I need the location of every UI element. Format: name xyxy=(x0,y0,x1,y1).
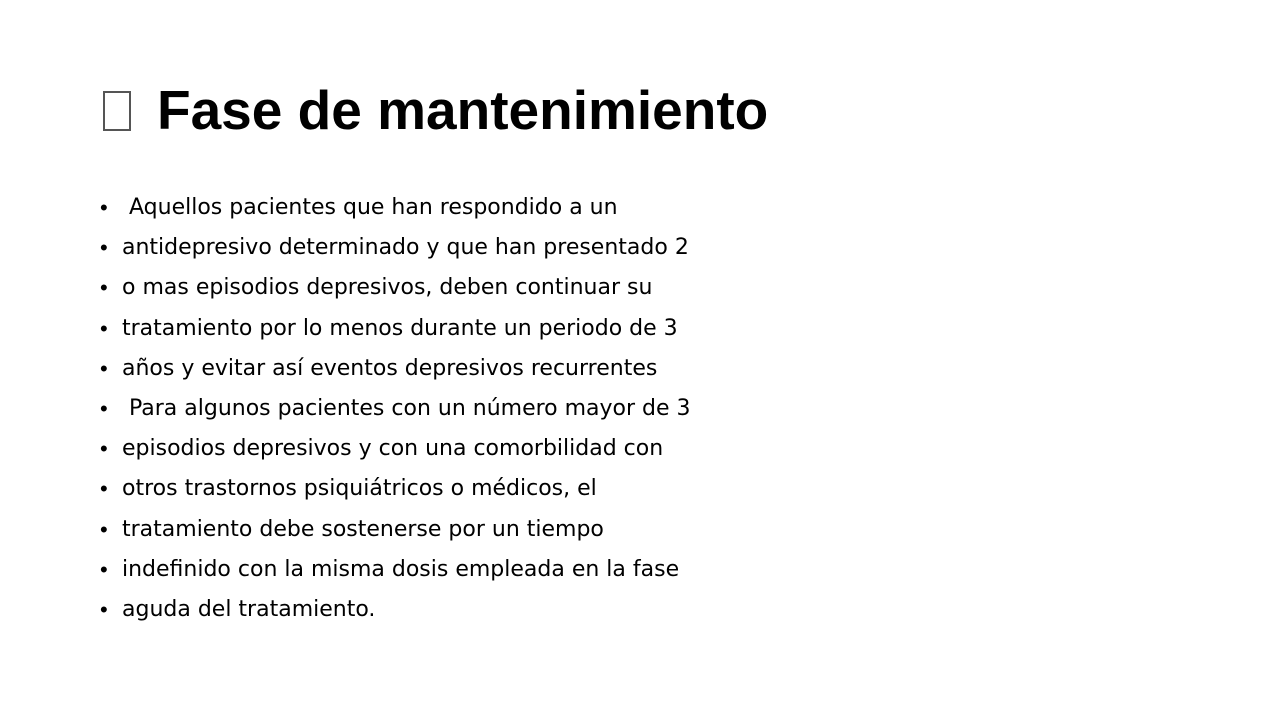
bullet-text: Para algunos pacientes con un número mayor de 3 xyxy=(122,395,691,421)
bullet-icon: • xyxy=(100,275,108,301)
bullet-item xyxy=(100,429,691,469)
bullet-text: tratamiento por lo menos durante un periodo de 3 xyxy=(122,315,678,341)
bullet-icon: • xyxy=(100,315,108,341)
bullet-item xyxy=(100,268,691,308)
bullet-text: episodios depresivos y con una comorbilidad con xyxy=(122,436,664,462)
bullet-item xyxy=(100,510,691,550)
bullet-text: antidepresivo determinado y que han presentado 2 xyxy=(122,235,689,261)
bullet-icon: • xyxy=(100,355,108,381)
bullet-icon: • xyxy=(100,476,108,502)
bullet-icon: • xyxy=(100,516,108,542)
bullet-text: aguda del tratamiento. xyxy=(122,596,376,622)
bullet-item xyxy=(100,590,691,630)
bullet-item xyxy=(100,469,691,509)
bullet-item xyxy=(100,188,691,228)
bullet-icon: • xyxy=(100,556,108,582)
bullet-list xyxy=(100,188,691,630)
bullet-text: años y evitar así eventos depresivos recurrentes xyxy=(122,355,658,381)
bullet-icon: • xyxy=(100,235,108,261)
bullet-icon: • xyxy=(100,395,108,421)
bullet-text: Aquellos pacientes que han respondido a un xyxy=(122,195,618,220)
missing-glyph-icon xyxy=(103,91,131,131)
bullet-item xyxy=(100,309,691,349)
bullet-text: o mas episodios depresivos, deben continuar su xyxy=(122,275,653,301)
bullet-item xyxy=(100,389,691,429)
bullet-icon: • xyxy=(100,195,108,220)
slide-title-row xyxy=(103,74,768,146)
bullet-text: otros trastornos psiquiátricos o médicos, el xyxy=(122,476,597,502)
bullet-item xyxy=(100,550,691,590)
bullet-item xyxy=(100,349,691,389)
bullet-icon: • xyxy=(100,596,108,622)
bullet-item xyxy=(100,228,691,268)
slide-title: Fase de mantenimiento xyxy=(157,79,769,141)
bullet-icon: • xyxy=(100,436,108,462)
bullet-text: indefinido con la misma dosis empleada en la fase xyxy=(122,556,680,582)
bullet-text: tratamiento debe sostenerse por un tiempo xyxy=(122,516,604,542)
